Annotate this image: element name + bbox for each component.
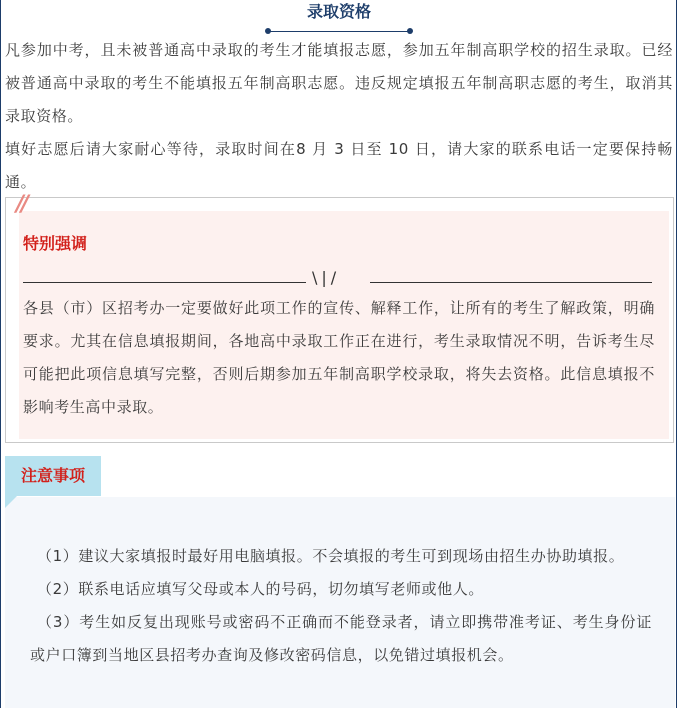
section-title: 录取资格 xyxy=(306,2,371,21)
divider-right xyxy=(370,282,652,283)
special-text: 各县（市）区招考办一定要做好此项工作的宣传、解释工作，让所有的考生了解政策，明确要求。尤其在信息填报期间，各地高中录取工作正在进行，考生录取情况不明，告诉考生尽可能把此项信息填写完整，否则后期参加五年制高职学校录取，将失去资格。此信息填报不影响考生高中录取。 xyxy=(23,299,655,416)
notice-item: （2）联系电话应填写父母或本人的号码，切勿填写老师或他人。 xyxy=(37,580,484,598)
intro-text xyxy=(5,34,673,199)
notice-item: （1）建议大家填报时最好用电脑填报。不会填报的考生可到现场由招生办协助填报。 xyxy=(37,547,625,565)
special-title: 特别强调 xyxy=(23,234,88,253)
notice-list xyxy=(30,540,652,672)
notice-tab-fold xyxy=(5,496,17,508)
section-title-block xyxy=(268,0,410,34)
notice-label: 注意事项 xyxy=(20,466,85,485)
intro-paragraph: 填好志愿后请大家耐心等待，录取时间在8 月 3 日至 10 日，请大家的联系电话一定要保持畅通。 xyxy=(5,140,673,191)
intro-paragraph: 凡参加中考，且未被普通高中录取的考生才能填报志愿，参加五年制高职学校的招生录取。已经被普通高中录取的考生不能填报五年制高职志愿。违反规定填报五年制高职志愿的考生，取消其录取资格。 xyxy=(5,41,673,125)
title-underline xyxy=(268,31,410,32)
quote-mark-icon: // xyxy=(16,192,27,217)
notice-tab xyxy=(5,456,101,496)
divider-mark: \|/ xyxy=(312,268,341,287)
divider-left xyxy=(23,282,306,283)
notice-item: （3）考生如反复出现账号或密码不正确而不能登录者，请立即携带准考证、考生身份证或户口簿到当地区县招考办查询及修改密码信息，以免错过填报机会。 xyxy=(30,613,652,664)
